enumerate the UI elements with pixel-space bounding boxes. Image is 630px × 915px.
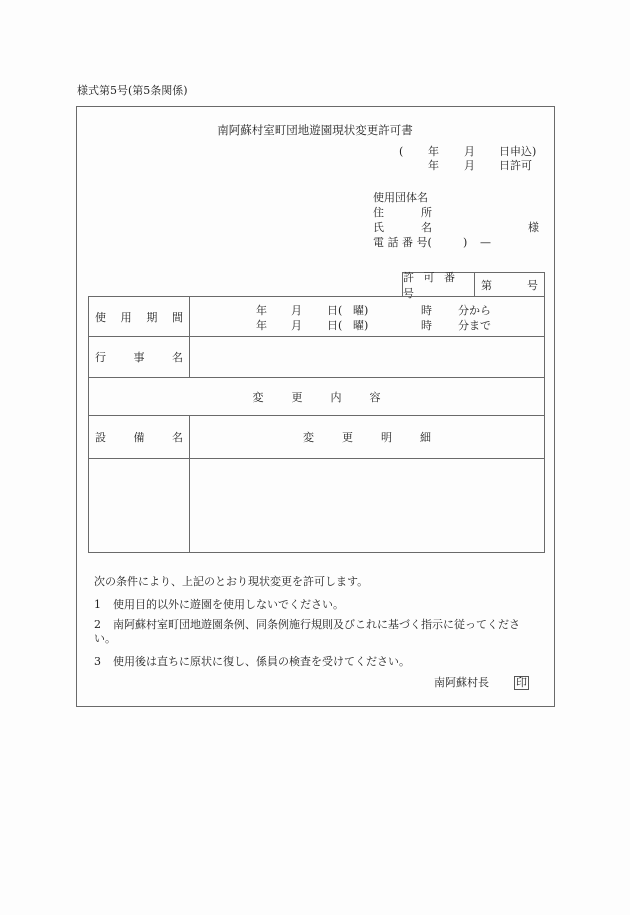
form-code: 様式第5号(第5条関係) xyxy=(77,84,188,97)
header-char: 更 xyxy=(291,390,303,404)
change-detail-header xyxy=(190,416,545,459)
conditions-intro: 次の条件により、上記のとおり現状変更を許可します。 xyxy=(94,575,369,588)
label-char: 使 xyxy=(95,310,106,324)
label-char: 事 xyxy=(133,351,145,364)
facility-header-row xyxy=(89,416,545,459)
condition-3-num: 3 xyxy=(94,655,101,668)
applied-day-label: 日申込) xyxy=(499,145,537,158)
permit-number-suffix: 号 xyxy=(527,279,538,292)
period-start-weekday: 曜) xyxy=(353,304,369,317)
period-start-year: 年 xyxy=(256,304,267,317)
permit-number-box xyxy=(402,271,545,300)
event-name-field[interactable] xyxy=(190,337,545,378)
header-char: 明 xyxy=(381,431,392,444)
label-char: 設 xyxy=(95,431,106,444)
period-end-hour: 時 xyxy=(421,319,432,332)
period-end-day: 日( xyxy=(327,319,343,332)
condition-1-num: 1 xyxy=(94,598,101,611)
name-label-1: 氏 xyxy=(373,221,384,234)
label-char: 備 xyxy=(133,431,145,444)
period-start-minute: 分から xyxy=(458,304,491,317)
facility-name-field[interactable] xyxy=(89,459,190,553)
permitted-year-label: 年 xyxy=(428,159,439,172)
phone-close-paren: ) xyxy=(463,236,468,249)
header-char: 変 xyxy=(252,390,264,404)
seal-icon: 印 xyxy=(516,676,527,689)
document-title: 南阿蘇村室町団地遊園現状変更許可書 xyxy=(217,123,413,137)
condition-2-text-cont: い。 xyxy=(94,632,116,645)
issuer-name: 南阿蘇村長 xyxy=(434,676,489,689)
period-end-month: 月 xyxy=(291,319,302,332)
period-start-month: 月 xyxy=(291,304,302,317)
condition-2-num: 2 xyxy=(94,618,101,631)
period-end-minute: 分まで xyxy=(458,319,491,332)
phone-dash: — xyxy=(480,236,491,249)
header-char: 更 xyxy=(342,431,353,444)
header-char: 容 xyxy=(369,390,381,404)
name-label-2: 名 xyxy=(421,221,432,234)
applied-year-label: 年 xyxy=(428,145,439,158)
usage-period-label xyxy=(89,297,190,337)
permit-table xyxy=(88,296,545,553)
label-char: 名 xyxy=(172,431,183,444)
header-char: 細 xyxy=(420,431,431,444)
facility-detail-row xyxy=(89,459,545,553)
permit-number-field[interactable] xyxy=(475,273,544,297)
condition-1-text: 使用目的以外に遊園を使用しないでください。 xyxy=(113,598,344,611)
label-char: 期 xyxy=(146,310,158,324)
period-start-day: 日( xyxy=(327,304,343,317)
facility-name-label xyxy=(89,416,190,459)
group-name-label: 使用団体名 xyxy=(373,191,428,204)
permit-number-prefix: 第 xyxy=(481,279,492,292)
change-content-header xyxy=(89,378,545,416)
label-char: 行 xyxy=(95,351,106,364)
usage-period-row xyxy=(89,297,545,337)
honorific-sama: 様 xyxy=(528,221,539,234)
label-char: 名 xyxy=(172,351,183,364)
period-start-hour: 時 xyxy=(421,304,432,317)
usage-period-field[interactable] xyxy=(190,297,545,337)
label-char: 間 xyxy=(171,310,183,324)
applied-open-paren: ( xyxy=(399,145,404,158)
change-content-header-row xyxy=(89,378,545,416)
permitted-day-label: 日許可 xyxy=(499,159,532,172)
change-detail-field[interactable] xyxy=(190,459,545,553)
event-name-row xyxy=(89,337,545,378)
event-name-label xyxy=(89,337,190,378)
applied-month-label: 月 xyxy=(464,145,475,158)
label-char: 用 xyxy=(120,310,132,324)
period-end-year: 年 xyxy=(256,319,267,332)
period-end-weekday: 曜) xyxy=(353,319,369,332)
address-label-2: 所 xyxy=(421,206,432,219)
condition-2-text: 南阿蘇村室町団地遊園条例、同条例施行規則及びこれに基づく指示に従ってくださ xyxy=(113,618,520,631)
permitted-month-label: 月 xyxy=(464,159,475,172)
phone-label: 電 話 番 号( xyxy=(373,236,432,249)
condition-3-text: 使用後は直ちに原状に復し、係員の検査を受けてください。 xyxy=(113,655,410,668)
header-char: 内 xyxy=(330,390,342,404)
permit-number-label: 許 可 番 号 xyxy=(403,273,475,297)
header-char: 変 xyxy=(303,431,314,444)
address-label-1: 住 xyxy=(373,206,384,219)
